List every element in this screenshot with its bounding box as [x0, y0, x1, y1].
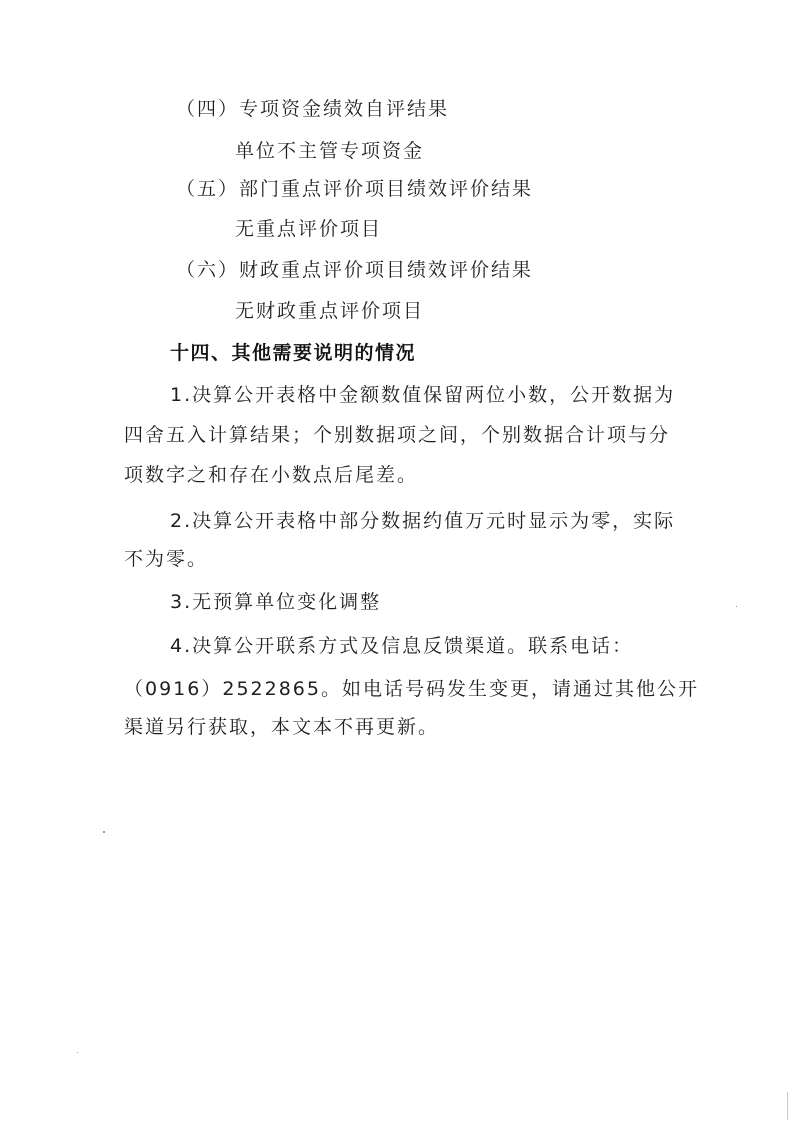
note-3-line-1: 3.无预算单位变化调整 — [170, 591, 382, 613]
note-1-line-3: 项数字之和存在小数点后尾差。 — [124, 464, 419, 486]
scan-edge-mark — [787, 1092, 788, 1120]
section-14-title: 十四、其他需要说明的情况 — [170, 342, 417, 364]
note-1-line-2: 四舍五入计算结果；个别数据项之间，个别数据合计项与分 — [124, 424, 671, 446]
scan-speck — [103, 831, 105, 833]
item-6-heading: （六）财政重点评价项目绩效评价结果 — [176, 259, 534, 281]
note-4-line-3: 渠道另行获取，本文本不再更新。 — [124, 716, 440, 738]
scan-speck — [736, 606, 737, 607]
item-4-heading: （四）专项资金绩效自评结果 — [176, 98, 450, 120]
item-5-content: 无重点评价项目 — [235, 218, 383, 240]
item-6-content: 无财政重点评价项目 — [235, 300, 425, 322]
note-4-line-1: 4.决算公开联系方式及信息反馈渠道。联系电话： — [170, 635, 634, 657]
scan-speck — [77, 1052, 78, 1053]
note-1-line-1: 1.决算公开表格中金额数值保留两位小数，公开数据为 — [170, 384, 676, 406]
note-4-line-2: （0916）2522865。如电话号码发生变更，请通过其他公开 — [124, 678, 699, 700]
item-5-heading: （五）部门重点评价项目绩效评价结果 — [176, 178, 534, 200]
note-2-line-2: 不为零。 — [124, 548, 209, 570]
note-2-line-1: 2.决算公开表格中部分数据约值万元时显示为零，实际 — [170, 510, 676, 532]
item-4-content: 单位不主管专项资金 — [235, 140, 425, 162]
